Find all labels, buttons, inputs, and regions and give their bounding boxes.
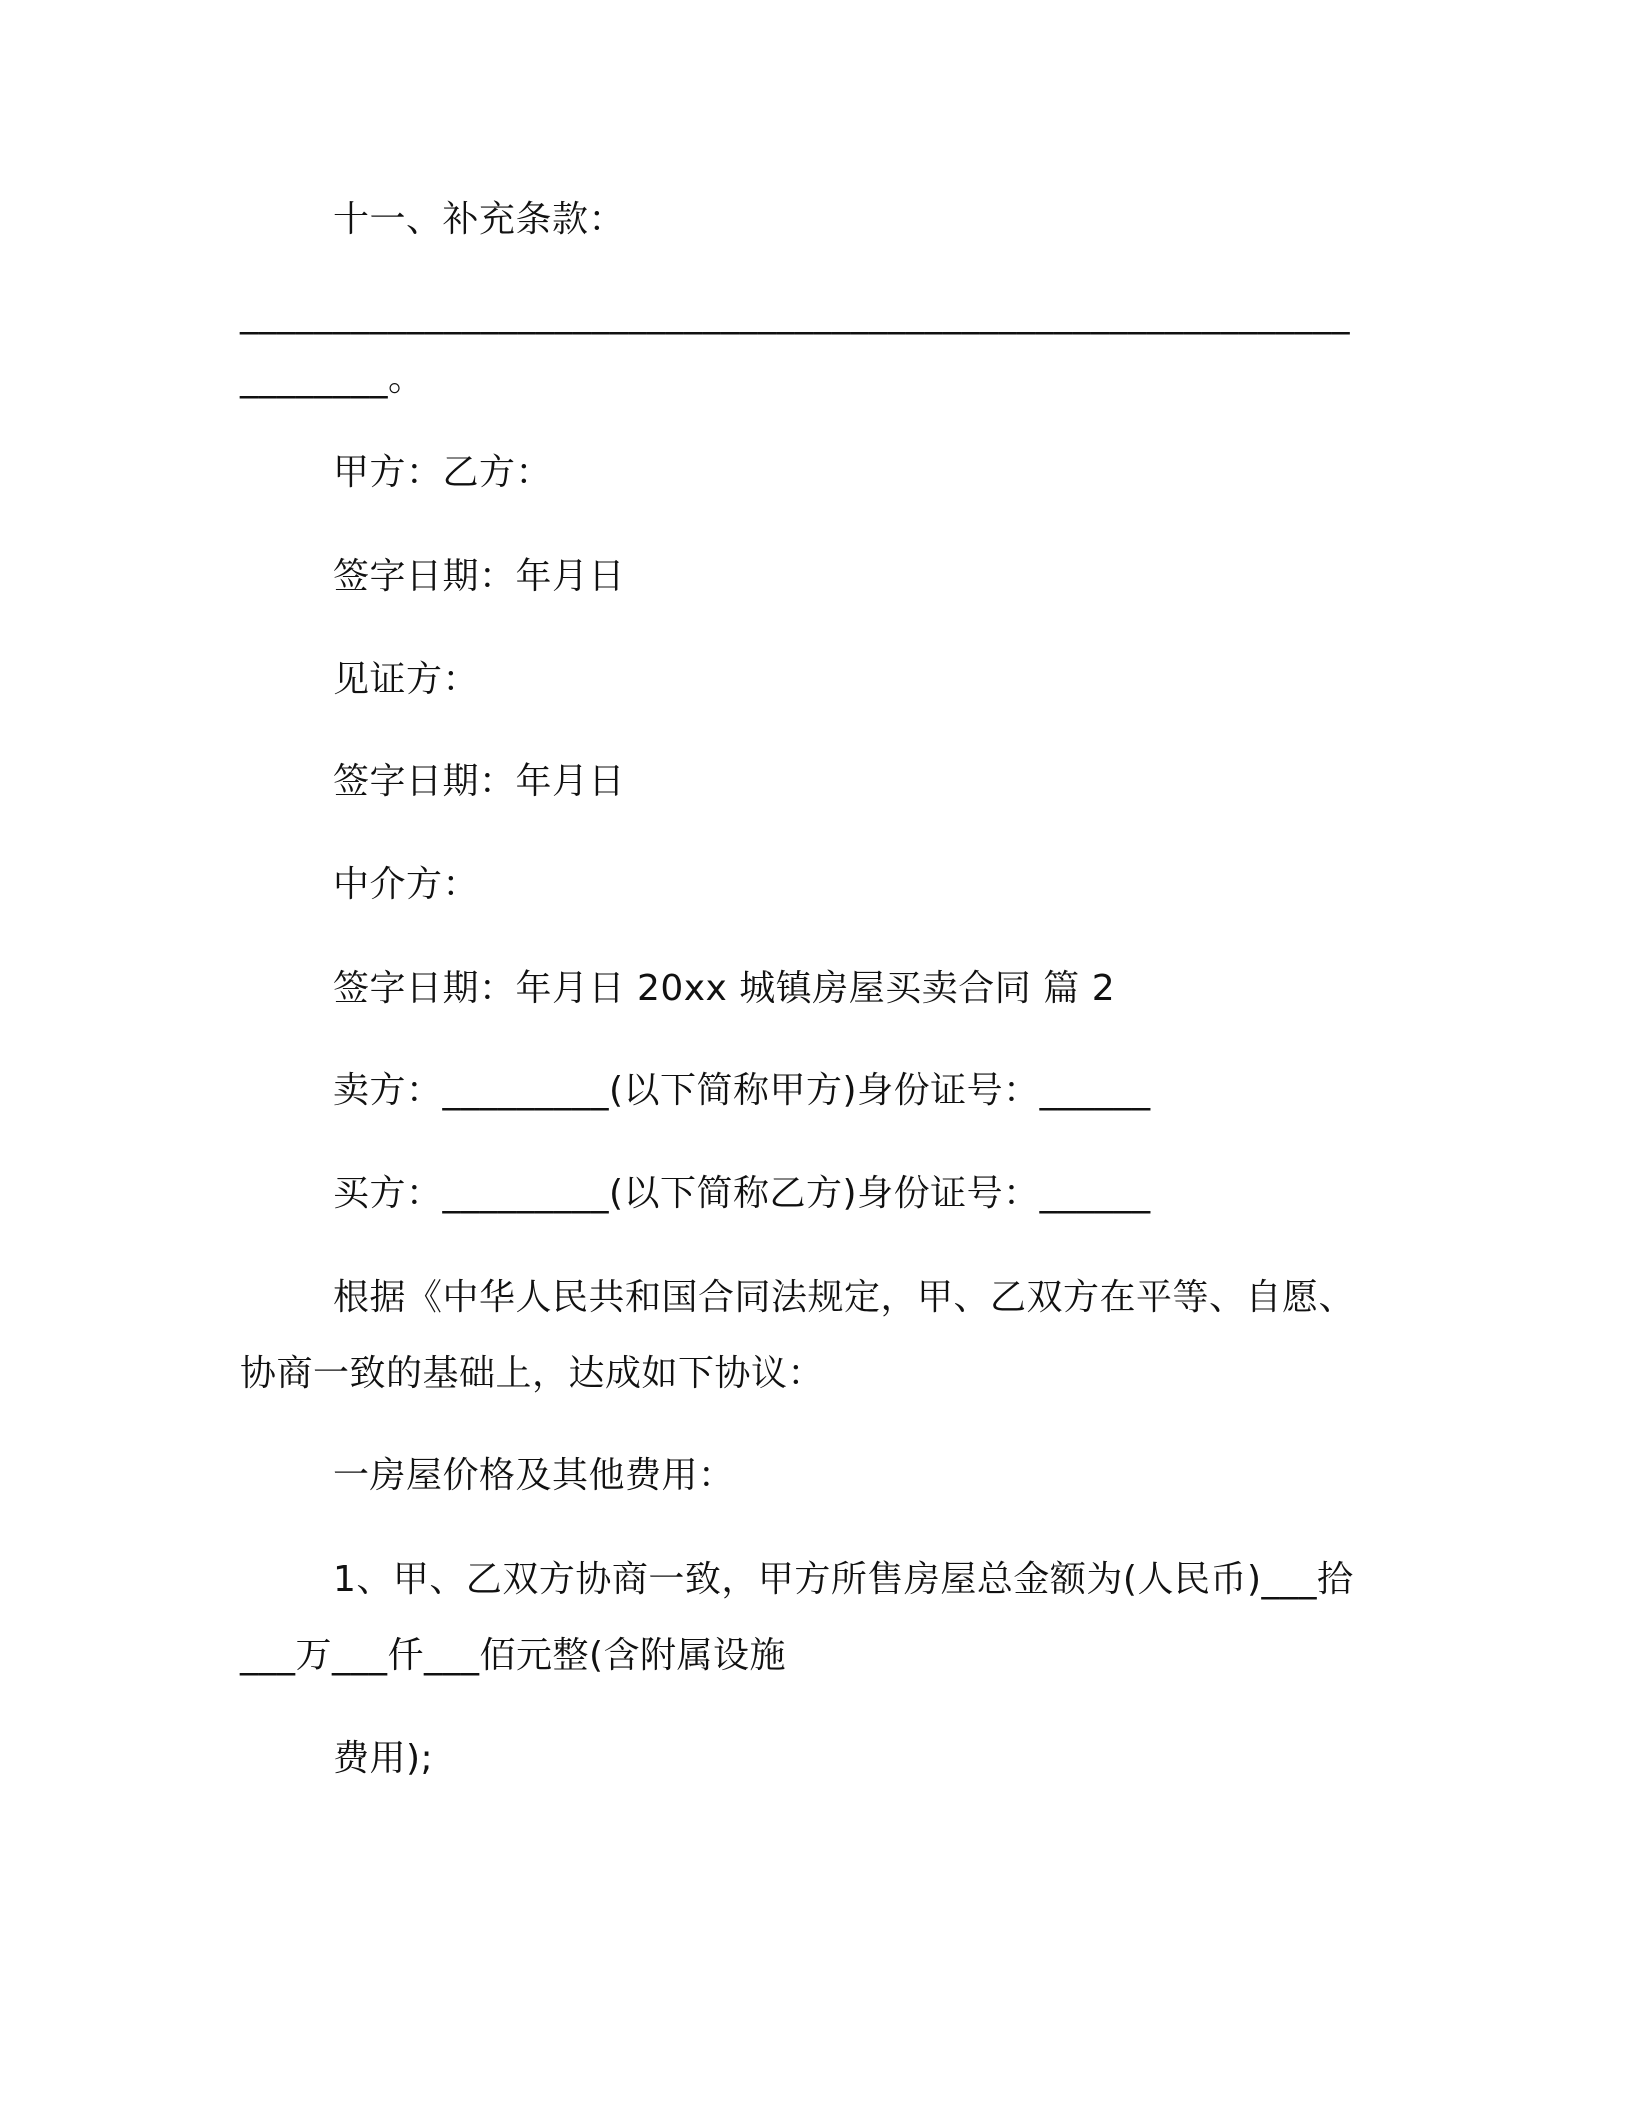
price-clause-line-3: 费用); <box>333 1738 434 1779</box>
section-1-heading: 一房屋价格及其他费用： <box>333 1455 735 1496</box>
preamble-line-1: 根据《中华人民共和国合同法规定，甲、乙双方在平等、自愿、 <box>333 1277 1356 1318</box>
blank-line-1: ____________________________________________________________ <box>240 294 1350 335</box>
price-clause-line-1: 1、甲、乙双方协商一致，甲方所售房屋总金额为(人民币)___拾 <box>333 1559 1354 1600</box>
price-clause-line-2: ___万___仟___佰元整(含附属设施 <box>240 1635 787 1676</box>
preamble-line-2: 协商一致的基础上，达成如下协议： <box>240 1353 825 1394</box>
seller-line: 卖方：_________(以下简称甲方)身份证号：______ <box>333 1070 1151 1111</box>
signing-date-1: 签字日期：年月日 <box>333 556 626 597</box>
signing-date-3-and-title: 签字日期：年月日 20xx 城镇房屋买卖合同 篇 2 <box>333 968 1116 1009</box>
clause-11-heading: 十一、补充条款： <box>333 199 626 240</box>
agent-label: 中介方： <box>333 864 480 905</box>
signing-date-2: 签字日期：年月日 <box>333 761 626 802</box>
blank-line-2: ________。 <box>240 358 425 399</box>
party-a-b-label: 甲方：乙方： <box>333 452 553 493</box>
buyer-line: 买方：_________(以下简称乙方)身份证号：______ <box>333 1173 1151 1214</box>
witness-label: 见证方： <box>333 659 480 700</box>
